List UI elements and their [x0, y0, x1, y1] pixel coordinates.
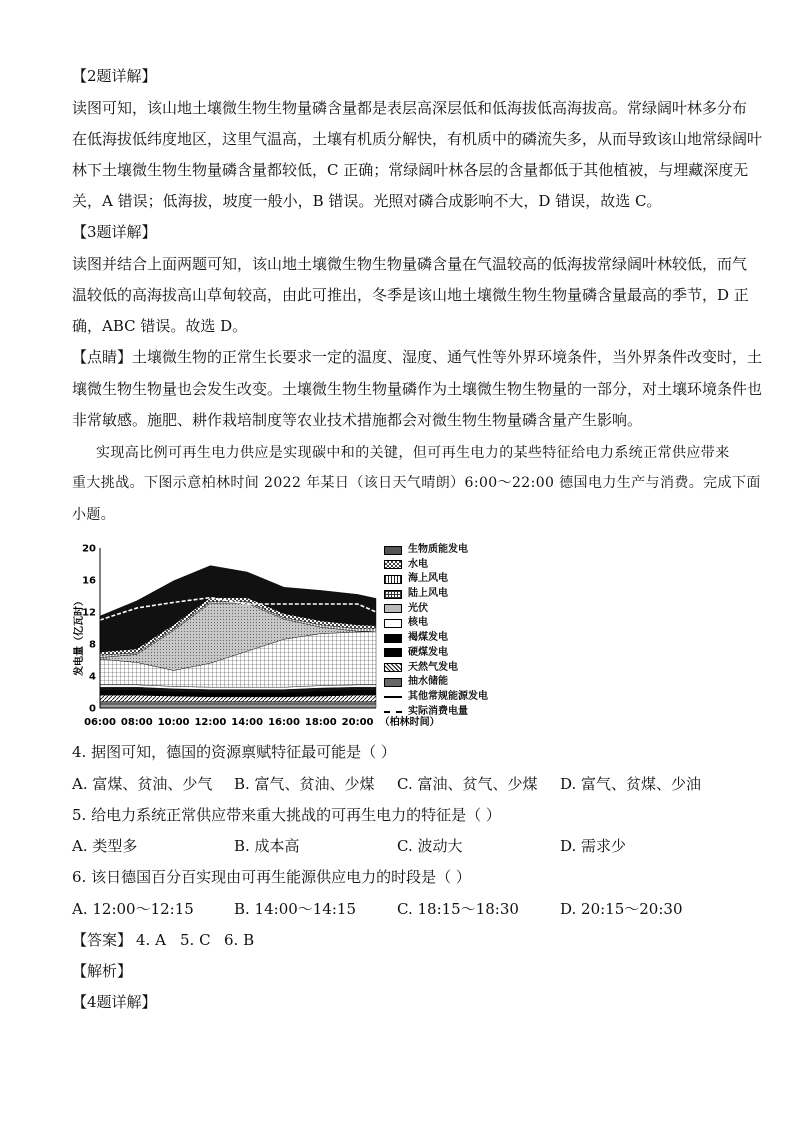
section-heading-q4: 【4题详解】: [72, 993, 157, 1011]
legend-label: 褐煤发电: [408, 632, 448, 644]
legend-item: [384, 602, 504, 617]
option-b[interactable]: B. 富气、贫油、少煤: [234, 775, 375, 793]
legend-label: 抽水储能: [408, 676, 448, 688]
y-tick-label: 0: [89, 703, 96, 715]
legend-swatch: [384, 711, 402, 713]
x-tick-label: 14:00: [231, 717, 264, 728]
chart-legend: [384, 543, 504, 719]
x-tick-label: 20:00: [341, 717, 374, 728]
x-tick-label: 08:00: [120, 717, 153, 728]
legend-swatch: [384, 678, 402, 687]
legend-swatch: [384, 590, 402, 599]
legend-item: [384, 616, 504, 631]
legend-item: [384, 661, 504, 676]
option-c[interactable]: C. 18:15～18:30: [397, 900, 519, 918]
question-6-options: [72, 899, 732, 919]
y-tick-label: 16: [82, 575, 96, 587]
paragraph-line: 林下土壤微生物生物量磷含量都较低，C 正确；常绿阔叶林各层的含量都低于其他植被，与埋藏深度无: [72, 161, 749, 179]
legend-swatch: [384, 560, 402, 569]
x-tick-label: 12:00: [194, 717, 227, 728]
legend-swatch: [384, 663, 402, 672]
option-b[interactable]: B. 14:00～14:15: [234, 900, 357, 918]
question-5-stem: 5. 给电力系统正常供应带来重大挑战的可再生电力的特征是（ ）: [72, 806, 501, 824]
section-heading-q2: 【2题详解】: [72, 67, 157, 85]
area-series: [100, 702, 376, 704]
legend-item: [384, 572, 504, 587]
legend-label: 水电: [408, 558, 428, 570]
option-a[interactable]: A. 12:00～12:15: [72, 900, 194, 918]
paragraph-line: 非常敏感。施肥、耕作栽培制度等农业技术措施都会对微生物生物量磷含量产生影响。: [72, 411, 643, 429]
legend-label: 生物质能发电: [408, 544, 468, 555]
question-5-options: [72, 836, 732, 856]
legend-item: [384, 587, 504, 602]
option-d[interactable]: D. 需求少: [560, 837, 627, 855]
dianjing-heading: 【点睛】: [72, 348, 133, 366]
legend-label: 天然气发电: [408, 661, 458, 673]
option-d[interactable]: D. 富气、贫煤、少油: [560, 775, 702, 793]
answer-item: 6. B: [224, 931, 255, 949]
paragraph-line: 确，ABC 错误。故选 D。: [72, 317, 248, 335]
x-tick-label: 10:00: [157, 717, 190, 728]
option-b[interactable]: B. 成本高: [234, 837, 300, 855]
paragraph-line: 壤微生物生物量也会发生改变。土壤微生物生物量磷作为土壤微生物生物量的一部分，对土壤环境条件也: [72, 380, 763, 398]
legend-swatch: [384, 575, 402, 584]
option-c[interactable]: C. 富油、贫气、少煤: [397, 775, 538, 793]
jiexi-heading: 【解析】: [72, 962, 133, 980]
legend-label: 核电: [408, 617, 428, 629]
x-tick-label: 06:00: [84, 717, 116, 728]
legend-label: 实际消费电量: [408, 705, 468, 717]
legend-item: [384, 705, 504, 720]
legend-item: [384, 690, 504, 705]
option-a[interactable]: A. 类型多: [72, 837, 138, 855]
legend-swatch: [384, 648, 402, 657]
y-tick-label: 4: [89, 671, 96, 683]
area-series: [100, 704, 376, 708]
paragraph-line: 读图可知，该山地土壤微生物生物量磷含量都是表层高深层低和低海拔低高海拔高。常绿阔叶林多分布: [72, 99, 748, 117]
legend-item: [384, 646, 504, 661]
question-4-stem: 4. 据图可知，德国的资源禀赋特征最可能是（ ）: [72, 743, 396, 761]
legend-label: 其他常规能源发电: [408, 690, 488, 702]
intro-line: 重大挑战。下图示意柏林时间 2022 年某日（该日天气晴朗）6:00～22:00 德国电力生产与消费。完成下面: [72, 475, 761, 491]
x-tick-label: 18:00: [304, 717, 337, 728]
intro-line: 小题。: [72, 507, 116, 523]
legend-swatch: [384, 696, 402, 698]
x-axis-label: （柏林时间）: [379, 717, 440, 728]
legend-item: [384, 558, 504, 573]
paragraph-line: 关，A 错误；低海拔，坡度一般小，B 错误。光照对磷合成影响不大，D 错误，故选 C。: [72, 192, 662, 210]
y-tick-label: 12: [82, 607, 96, 619]
option-a[interactable]: A. 富煤、贫油、少气: [72, 775, 213, 793]
paragraph-line: 温较低的高海拔高山草甸较高，由此可推出，冬季是该山地土壤微生物生物量磷含量最高的季节，D 正: [72, 286, 749, 304]
answer-label: 【答案】: [72, 931, 133, 949]
legend-item: [384, 631, 504, 646]
legend-swatch: [384, 546, 402, 555]
question-6-stem: 6. 该日德国百分百实现由可再生能源供应电力的时段是（ ）: [72, 868, 471, 886]
legend-swatch: [384, 604, 402, 613]
y-tick-label: 20: [82, 543, 96, 555]
legend-label: 硬煤发电: [408, 646, 448, 658]
x-tick-label: 16:00: [268, 717, 300, 728]
dianjing-first-line: [72, 347, 763, 367]
y-axis-label: 发电量（亿瓦时）: [74, 596, 85, 676]
legend-label: 陆上风电: [408, 588, 448, 600]
legend-label: 光伏: [408, 602, 428, 614]
legend-label: 海上风电: [408, 573, 448, 585]
chart-areas: [100, 566, 376, 708]
y-tick-label: 8: [89, 639, 96, 651]
option-d[interactable]: D. 20:15～20:30: [560, 900, 683, 918]
answer-line: [72, 930, 732, 950]
legend-swatch: [384, 619, 402, 628]
legend-item: [384, 675, 504, 690]
legend-swatch: [384, 634, 402, 643]
paragraph-line: 在低海拔低纬度地区，这里气温高，土壤有机质分解快，有机质中的磷流失多，从而导致该山地常绿阔叶: [72, 130, 763, 148]
legend-item: [384, 543, 504, 558]
answer-item: 5. C: [180, 931, 211, 949]
section-heading-q3: 【3题详解】: [72, 223, 157, 241]
paragraph-line: 读图并结合上面两题可知，该山地土壤微生物生物量磷含量在气温较高的低海拔常绿阔叶林较低，而气: [72, 255, 748, 273]
question-4-options: [72, 774, 732, 794]
answer-item: 4. A: [136, 931, 166, 949]
option-c[interactable]: C. 波动大: [397, 837, 463, 855]
intro-line: 实现高比例可再生电力供应是实现碳中和的关键，但可再生电力的某些特征给电力系统正常供应带来: [96, 445, 730, 461]
dianjing-text: 土壤微生物的正常生长要求一定的温度、湿度、通气性等外界环境条件，当外界条件改变时，土: [132, 348, 763, 366]
